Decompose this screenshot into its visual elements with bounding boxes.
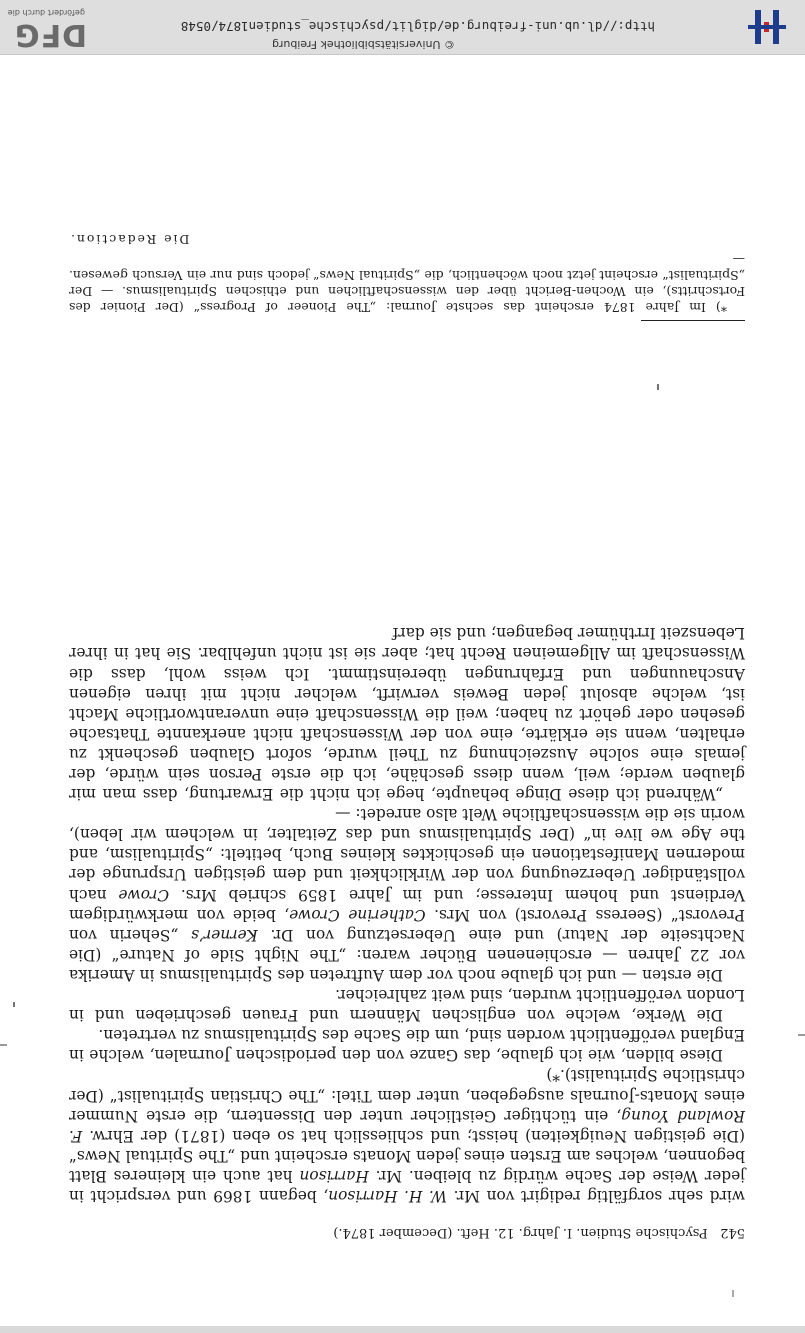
text-run: , beide von merkwürdigem Verdienst und hohem Interesse; und im Jahre 1859 schrieb Mrs. bbox=[69, 885, 745, 924]
paragraph bbox=[69, 623, 745, 804]
italic-name: Catherine Crowe bbox=[289, 905, 426, 924]
dfg-logo-mark: DFG bbox=[13, 17, 87, 52]
footnote bbox=[69, 251, 745, 315]
dfg-logo bbox=[1, 0, 87, 50]
italic-name: F. Rowland Young bbox=[69, 1106, 745, 1145]
italic-name: Harrison bbox=[299, 1166, 369, 1185]
library-banner bbox=[0, 0, 805, 55]
italic-name: Kerner’s bbox=[191, 925, 258, 944]
italic-name: W. H. Harrison bbox=[328, 1187, 448, 1205]
italic-name: Crowe bbox=[118, 885, 170, 904]
text-run: „Seherin von Prevorst“ (Seeress Prevorst) von Mrs. bbox=[68, 905, 745, 944]
text-run: Die ersten — und ich glaube noch vor dem Auftreten des Spiritualismus in Amerika vor 22 Jahren — erschienenen Bücher waren: „The Night Side of Nature“ (Die Nachtseite der Natur) und eine Uebersetzung von Dr. bbox=[69, 925, 745, 984]
paragraph bbox=[69, 1065, 745, 1206]
dfg-credit: gefördert durch die bbox=[7, 8, 85, 17]
text-run: wird sehr sorgfältig redigirt von Mr. bbox=[447, 1187, 745, 1205]
footnote-rule bbox=[641, 320, 745, 321]
text-run: , begann 1869 und verspricht in jeder Weise der Sache würdig zu bleiben. Mr. bbox=[69, 1166, 745, 1205]
body-text bbox=[69, 623, 745, 1206]
text-run: Diese bilden, wie ich glaube, das Ganze von den periodischen Journalen, welche in England veröffentlicht worden sind, um die Sache des Spiritualismus zu vertreten. bbox=[69, 1026, 745, 1065]
page-number: 542 bbox=[720, 1225, 745, 1240]
text-run: , ein tüchtiger Geistlicher unter den Dissentern, die erste Nummer eines Monats-Journals ausgegeben, unter dem Titel: „The Christian Spiritualist“ (Der christliche Spiritualist).*) bbox=[69, 1066, 745, 1125]
viewer-bottom-strip bbox=[0, 1326, 805, 1333]
editorial-signature: Die Redaction. bbox=[69, 232, 190, 247]
text-run: nach vollständiger Ueberzeugung von der Wirklichkeit und dem geistigen Ursprunge der modernen Manifestationen ein geschicktes kleines Buch, betitelt: „Spiritualism, and the Age we live in“ (Der Spiritualismus und das Zeitalter, in welchem wir leben), worin sie die wissenschaftliche Welt also anredet: — bbox=[68, 805, 745, 904]
paragraph bbox=[69, 1025, 745, 1065]
text-run: Die Werke, welche von englischen Männern und Frauen geschrieben und in London veröffentlicht wurden, sind weit zahlreicher. bbox=[69, 986, 745, 1025]
university-logo-icon bbox=[745, 6, 789, 48]
footnote-text: *) Im Jahre 1874 erscheint das sechste Journal: „The Pioneer of Progress“ (Der Pionier des Fortschritts), ein Wochen-Bericht über den wissenschaftlichen und ethischen Spiritualismus. — Der „Spiritualist“ erscheint jetzt noch wöchentlich, die „Spiritual News“ jedoch sind nur ein Versuch gewesen. — bbox=[69, 252, 745, 315]
paragraph bbox=[69, 804, 745, 985]
printed-page bbox=[0, 55, 805, 1333]
running-head bbox=[45, 1225, 745, 1240]
text-run: hat auch ein kleineres Blatt begonnen, welches am Ersten eines jeden Monats erscheint und „The Spiritual News“ (Die geistigen Neuigkeiten) heisst; und schliesslich hat so eben (1871) der Ehrw. bbox=[69, 1126, 745, 1185]
text-run: „Während ich diese Dinge behaupte, hege ich nicht die Erwartung, dass man mir glauben werde; weil, wenn diess geschähe, ich die erste Person sein würde, der jemals eine solche Auszeichnung zu Theil wurde, sofort Glauben geschenkt zu erhalten, wenn sie erklärte, eine von der Wissenschaft nicht anerkannte Thatsache gesehen oder gehört zu haben; weil die Wissenschaft eine unverantwortliche Macht ist, welche absolut jeden Beweis verwirft, welcher nicht mit ihren eigenen Anschauungen und Erfahrungen übereinstimmt. Ich weiss wohl, dass die Wissenschaft im Allgemeinen Recht hat; aber sie ist nicht unfehlbar. Sie hat in ihrer Lebenszeit Irrthümer begangen; und sie darf bbox=[69, 624, 745, 804]
document-url-link[interactable]: http://dl.ub.uni-freiburg.de/diglit/psychische_studien1874/0548 bbox=[180, 19, 655, 34]
copyright-notice: © Universitätsbibliothek Freiburg bbox=[272, 38, 455, 51]
running-head-title: Psychische Studien. I. Jahrg. 12. Heft. (December 1874.) bbox=[333, 1225, 708, 1240]
paragraph bbox=[69, 985, 745, 1025]
